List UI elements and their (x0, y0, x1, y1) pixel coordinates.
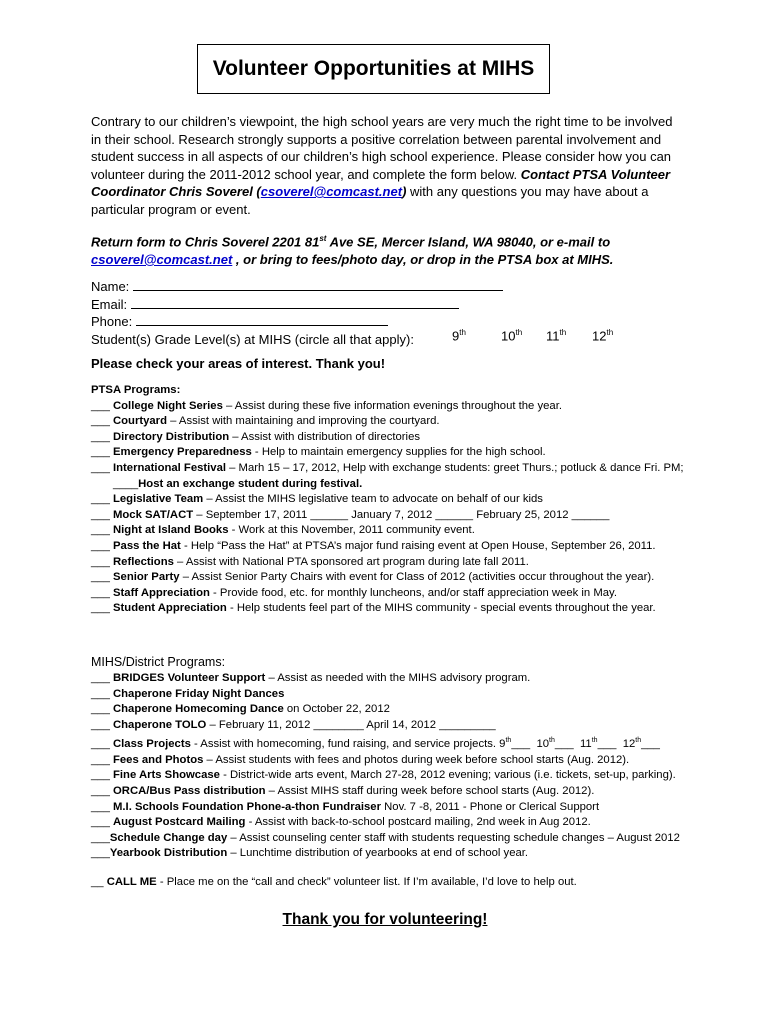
grade-option-9[interactable] (452, 328, 466, 343)
grade-label: Student(s) Grade Level(s) at MIHS (circle all that apply): (91, 331, 414, 347)
list-item[interactable]: ___ Mock SAT/ACT – September 17, 2011 ______ January 7, 2012 ______ February 25, 2012 ______ (91, 508, 610, 521)
list-item[interactable]: ___ August Postcard Mailing - Assist with back-to-school postcard mailing, 2nd week in Aug 2012. (91, 816, 591, 829)
list-item[interactable]: ___ Pass the Hat - Help “Pass the Hat” at PTSA’s major fund raising event at Open House, September 26, 2011. (91, 539, 656, 552)
list-item[interactable]: ___ Night at Island Books - Work at this November, 2011 community event. (91, 524, 475, 537)
list-item[interactable]: ___Yearbook Distribution – Lunchtime distribution of yearbooks at end of school year. (91, 847, 529, 860)
list-item[interactable]: ___ Staff Appreciation - Provide food, etc. for monthly luncheons, and/or staff appreciation week in May. (91, 586, 617, 599)
return-text-2: Ave SE, Mercer Island, WA 98040, or e-mail to (326, 234, 611, 250)
list-item[interactable]: ___ BRIDGES Volunteer Support – Assist as needed with the MIHS advisory program. (91, 672, 531, 684)
list-item[interactable]: ____Host an exchange student during festival. (113, 477, 363, 490)
return-email-link[interactable]: csoverel@comcast.net (91, 251, 233, 267)
list-item[interactable]: ___ International Festival – Marh 15 – 17, 2012, Help with exchange students: greet Thurs.; potluck & dance Fri. PM; (91, 461, 684, 474)
list-item[interactable]: ___ Chaperone TOLO – February 11, 2012 ________ April 14, 2012 _________ (91, 718, 496, 731)
contact-text: Contact PTSA Volunteer Coordinator Chris Soverel ( (91, 166, 671, 199)
coordinator-email-link[interactable]: csoverel@comcast.net (260, 184, 403, 199)
grade-sup: th (559, 328, 567, 337)
call-me-item[interactable]: __ CALL ME - Place me on the “call and check” volunteer list. If I’m available, I’d love to help out. (91, 876, 577, 888)
ptsa-heading: PTSA Programs: (91, 384, 181, 396)
list-item[interactable]: ___ Senior Party – Assist Senior Party Chairs with event for Class of 2012 (activities occur throughout the year). (91, 571, 655, 584)
name-field[interactable] (91, 278, 503, 296)
list-item[interactable]: ___ Directory Distribution – Assist with distribution of directories (91, 430, 420, 443)
grade-sup: th (515, 328, 523, 337)
check-heading: Please check your areas of interest. Thank you! (91, 356, 386, 371)
grade-sup: th (459, 328, 466, 337)
grade-option-11[interactable] (546, 328, 566, 343)
list-item[interactable]: ___ Courtyard – Assist with maintaining and improving the courtyard. (91, 415, 440, 428)
phone-label: Phone: (91, 314, 133, 329)
return-text: Return form to Chris Soverel 2201 81 (91, 234, 320, 250)
intro-paragraph (91, 113, 681, 218)
grade-option-10[interactable] (501, 328, 522, 343)
grade-num: 12 (592, 328, 607, 344)
list-item[interactable]: ___ College Night Series – Assist during these five information evenings throughout the year. (91, 399, 562, 412)
intro-text-end: with any questions you may have about a particular program or event. (91, 184, 649, 217)
thank-you-footer: Thank you for volunteering! (282, 911, 488, 928)
contact-close: ) (402, 184, 407, 199)
grade-num: 10 (501, 328, 516, 344)
list-item[interactable]: ___ Emergency Preparedness - Help to maintain emergency supplies for the high school. (91, 446, 546, 459)
phone-field[interactable] (91, 313, 503, 331)
name-label: Name: (91, 279, 130, 294)
grade-num: 9 (452, 328, 460, 344)
list-item[interactable]: ___ Student Appreciation - Help students feel part of the MIHS community - special events throughout the year. (91, 602, 656, 615)
return-sup: st (319, 234, 327, 243)
list-item[interactable]: ___ Fees and Photos – Assist students with fees and photos during week before school starts (Aug. 2012). (91, 753, 630, 766)
list-item[interactable]: ___ Chaperone Homecoming Dance on October 22, 2012 (91, 703, 390, 716)
grade-sup: th (606, 328, 614, 337)
mihs-programs-list (91, 653, 691, 862)
mihs-heading: MIHS/District Programs: (91, 655, 226, 669)
phone-line[interactable] (136, 313, 388, 326)
email-line[interactable] (131, 296, 459, 309)
grade-option-12[interactable] (592, 328, 613, 343)
list-item[interactable]: ___ Chaperone Friday Night Dances (91, 687, 285, 700)
list-item[interactable]: ___ M.I. Schools Foundation Phone-a-thon Fundraiser Nov. 7 -8, 2011 - Phone or Clerical Support (91, 800, 600, 813)
email-label: Email: (91, 296, 128, 312)
list-item[interactable]: ___ Reflections – Assist with National PTA sponsored art program during late fall 2011. (91, 555, 529, 568)
page-title: Volunteer Opportunities at MIHS (197, 44, 550, 94)
list-item[interactable]: ___ Fine Arts Showcase - District-wide arts event, March 27-28, 2012 evening; various (i.e. tickets, set-up, parking). (91, 769, 676, 782)
ptsa-programs-list (91, 383, 691, 617)
list-item[interactable]: ___ Class Projects - Assist with homecoming, fund raising, and service projects. 9th___ 10th___ 11th___ 12th___ (91, 737, 660, 751)
list-item[interactable]: ___ Legislative Team – Assist the MIHS legislative team to advocate on behalf of our kids (91, 493, 543, 506)
return-instructions (91, 230, 691, 268)
list-item[interactable]: ___ ORCA/Bus Pass distribution – Assist MIHS staff during week before school starts (Aug. 2012). (91, 784, 595, 797)
grade-num: 11 (546, 328, 560, 344)
contact-fields (91, 278, 503, 348)
email-field[interactable] (91, 296, 503, 314)
return-text-3: , or bring to fees/photo day, or drop in the PTSA box at MIHS. (232, 251, 614, 267)
list-item[interactable]: ___Schedule Change day – Assist counseling center staff with students requesting schedule changes – August 2012 (91, 831, 680, 844)
intro-text: Contrary to our children’s viewpoint, the high school years are very much the right time to be involved in their school. Research strongly supports a positive correlation between parental involvement and student success in all aspects of our children’s high school experience. Please consider how you can volunteer during the 2011-2012 school year, and complete the form below. (91, 114, 673, 182)
name-line[interactable] (133, 278, 503, 291)
